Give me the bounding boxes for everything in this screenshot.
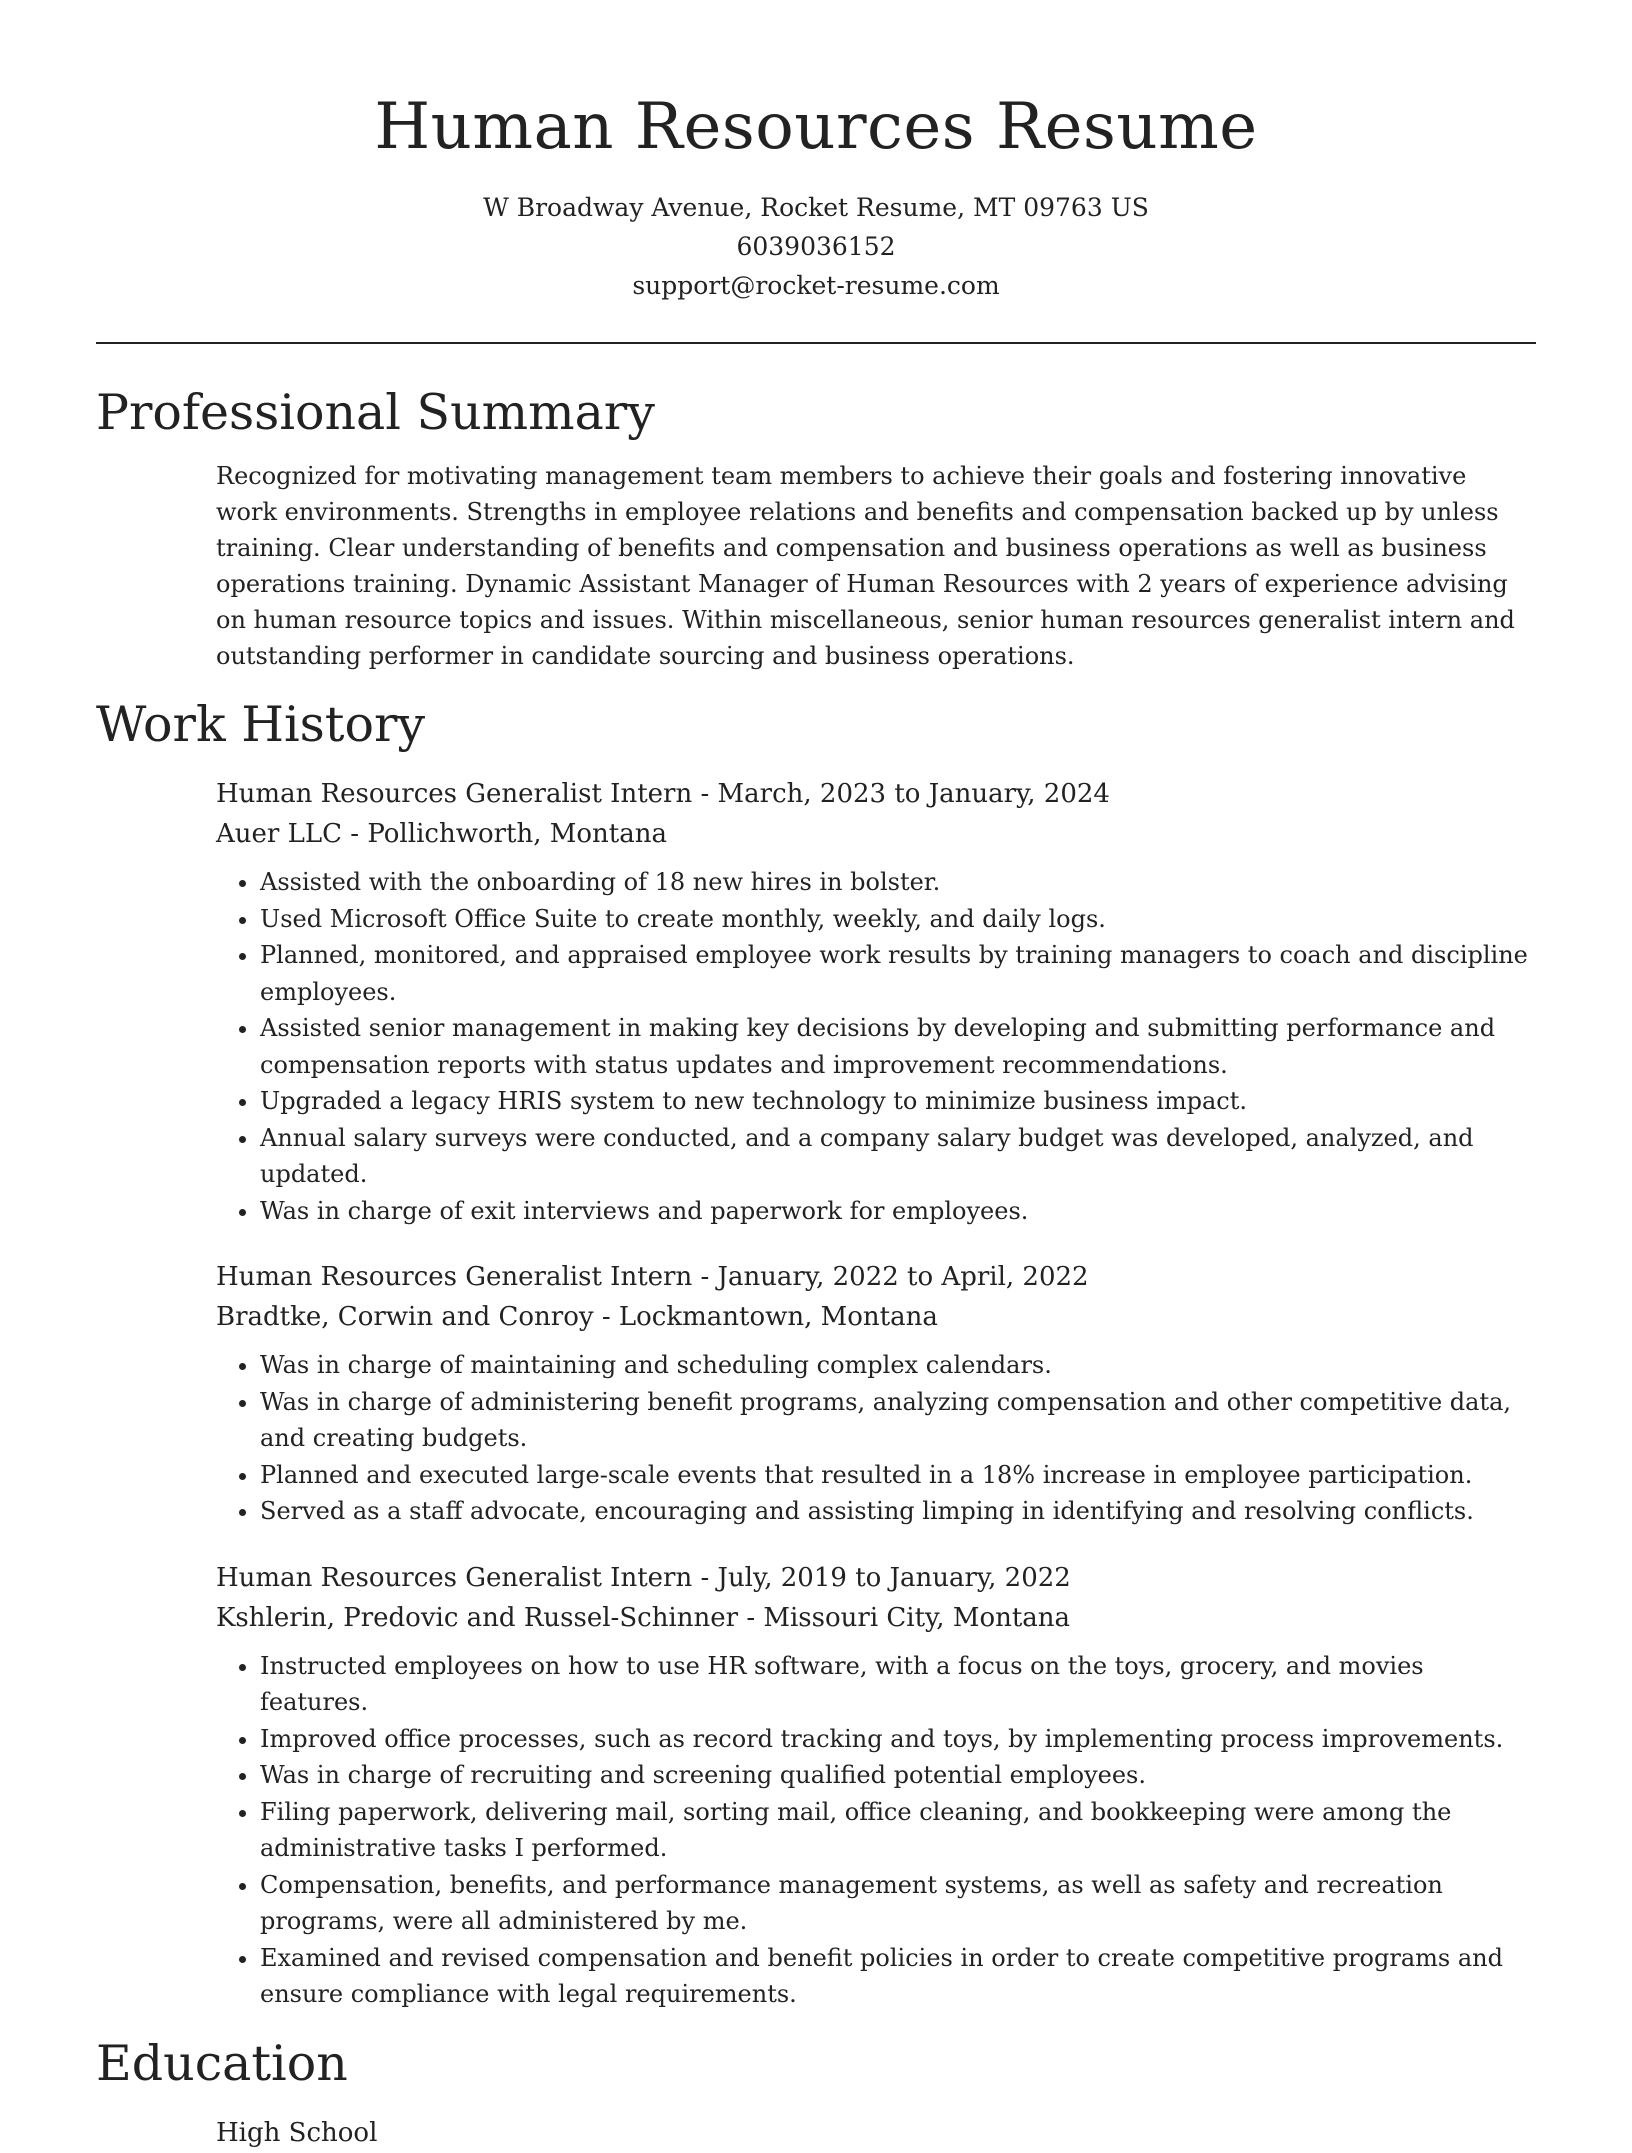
job-bullet: • Planned, monitored, and appraised employee work results by training managers to coach and discipline employees. [260, 937, 1536, 1010]
job-bullet: • Examined and revised compensation and benefit policies in order to create competitive programs and ensure compliance with legal requirements. [260, 1940, 1536, 2013]
summary-heading: Professional Summary [96, 384, 655, 441]
job-bullet: • Was in charge of maintaining and scheduling complex calendars. [260, 1347, 1536, 1384]
contact-phone: 6039036152 [736, 232, 896, 261]
job-bullet-list [216, 1347, 1536, 1530]
summary-text: Recognized for motivating management team members to achieve their goals and fostering innovative work environments. Strengths in employee relations and benefits and compensation backed up by unless training. Clear understanding of benefits and compensation and business operations as well as business operations training. Dynamic Assistant Manager of Human Resources with 2 years of experience advising on human resource topics and issues. Within miscellaneous, senior human resources generalist intern and outstanding performer in candidate sourcing and business operations. [216, 462, 1515, 670]
work-history-heading: Work History [96, 696, 426, 753]
job-company-line: Auer LLC - Pollichworth, Montana [216, 819, 667, 849]
work-history-section [96, 690, 1536, 2013]
job-title-line: Human Resources Generalist Intern - March, 2023 to January, 2024 [216, 779, 1110, 809]
job-bullet: • Compensation, benefits, and performance management systems, as well as safety and recreation programs, were all administered by me. [260, 1867, 1536, 1940]
job-bullet: • Assisted senior management in making key decisions by developing and submitting performance and compensation reports with status updates and improvement recommendations. [260, 1010, 1536, 1083]
job-bullet: • Planned and executed large-scale events that resulted in a 18% increase in employee participation. [260, 1457, 1536, 1494]
job-bullet: • Served as a staff advocate, encouraging and assisting limping in identifying and resolving conflicts. [260, 1493, 1536, 1530]
job-company-line: Kshlerin, Predovic and Russel-Schinner - Missouri City, Montana [216, 1602, 1071, 1633]
resume-title: Human Resources Resume [374, 90, 1258, 164]
education-heading: Education [96, 2034, 348, 2092]
job-title-line: Human Resources Generalist Intern - January, 2022 to April, 2022 [216, 1262, 1089, 1292]
job-bullet: • Improved office processes, such as record tracking and toys, by implementing process improvements. [260, 1721, 1536, 1758]
job-bullet-list [216, 864, 1536, 1229]
education-section [96, 2029, 1536, 2153]
job-bullet: • Filing paperwork, delivering mail, sorting mail, office cleaning, and bookkeeping were among the administrative tasks I performed. [260, 1794, 1536, 1867]
job-company-line: Bradtke, Corwin and Conroy - Lockmantown, Montana [216, 1302, 938, 1332]
resume-page [96, 0, 1536, 2153]
job-entry [216, 1558, 1536, 2013]
summary-section [96, 378, 1536, 674]
job-bullet: • Upgraded a legacy HRIS system to new technology to minimize business impact. [260, 1083, 1536, 1120]
job-entry [216, 774, 1536, 1229]
contact-block [96, 188, 1536, 305]
job-bullet-list [216, 1648, 1536, 2013]
job-bullet: • Used Microsoft Office Suite to create monthly, weekly, and daily logs. [260, 901, 1536, 938]
contact-email: support@rocket-resume.com [632, 271, 1000, 300]
job-title-line: Human Resources Generalist Intern - July, 2019 to January, 2022 [216, 1562, 1071, 1593]
job-bullet: • Assisted with the onboarding of 18 new hires in bolster. [260, 864, 1536, 901]
job-bullet: • Was in charge of administering benefit programs, analyzing compensation and other competitive data, and creating budgets. [260, 1384, 1536, 1457]
job-bullet: • Instructed employees on how to use HR software, with a focus on the toys, grocery, and movies features. [260, 1648, 1536, 1721]
job-bullet: • Was in charge of recruiting and screening qualified potential employees. [260, 1757, 1536, 1794]
header-divider [96, 342, 1536, 344]
job-bullet: • Annual salary surveys were conducted, and a company salary budget was developed, analyzed, and updated. [260, 1120, 1536, 1193]
education-item: High School [216, 2117, 378, 2148]
contact-address: W Broadway Avenue, Rocket Resume, MT 09763 US [483, 193, 1149, 222]
job-entry [216, 1257, 1536, 1530]
job-bullet: • Was in charge of exit interviews and paperwork for employees. [260, 1193, 1536, 1230]
